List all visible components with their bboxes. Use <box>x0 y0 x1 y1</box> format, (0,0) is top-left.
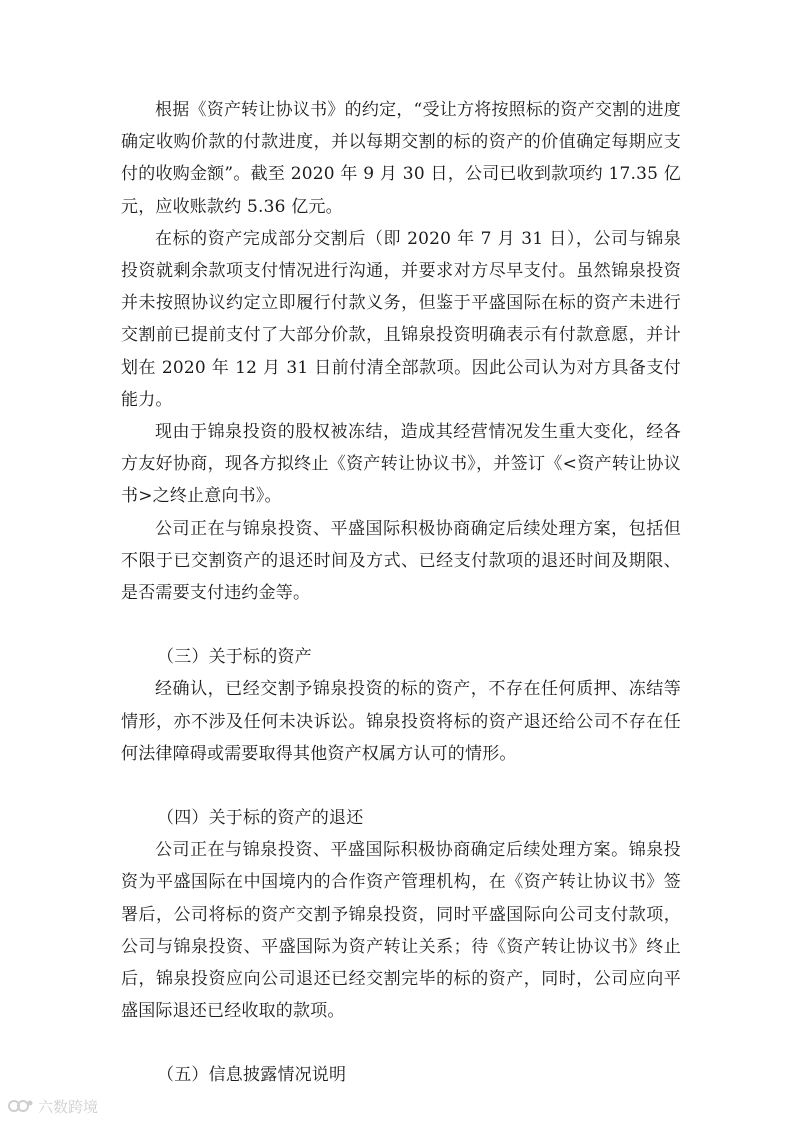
section-spacer <box>121 1027 681 1059</box>
paragraph-termination: 现由于锦泉投资的股权被冻结，造成其经营情况发生重大变化，经各方友好协商，现各方拟终止《资产转让协议书》，并签订《<资产转让协议书>之终止意向书》。 <box>121 422 681 507</box>
watermark <box>8 1096 98 1116</box>
section-heading-5: （五）信息披露情况说明 <box>157 1065 347 1086</box>
section-paragraph-3: 经确认，已经交割予锦泉投资的标的资产，不存在任何质押、冻结等情形，亦不涉及任何未决诉讼。锦泉投资将标的资产退还给公司不存在任何法律障碍或需要取得其他资产权属方认可的情形。 <box>121 679 681 764</box>
document-body <box>121 94 681 1092</box>
paragraph-payment-terms: 根据《资产转让协议书》的约定，“受让方将按照标的资产交割的进度确定收购价款的付款进度，并以每期交割的标的资产的价值确定每期应支付的收购金额”。截至 2020 年 9 月 30 日，公司已收到款项约 17.35 亿元，应收账款约 5.36 亿元。 <box>121 100 681 217</box>
paragraph-communication: 在标的资产完成部分交割后（即 2020 年 7 月 31 日），公司与锦泉投资就剩余款项支付情况进行沟通，并要求对方尽早支付。虽然锦泉投资并未按照协议约定立即履行付款义务，但鉴于平盛国际在标的资产未进行交割前已提前支付了大部分价款，且锦泉投资明确表示有付款意愿，并计划在 2020 年 12 月 31 日前付清全部款项。因此公司认为对方具备支付能力。 <box>121 228 681 410</box>
section-paragraph-4: 公司正在与锦泉投资、平盛国际积极协商确定后续处理方案。锦泉投资为平盛国际在中国境内的合作资产管理机构，在《资产转让协议书》签署后，公司将标的资产交割予锦泉投资，同时平盛国际向公司支付款项，公司与锦泉投资、平盛国际为资产转让关系；待《资产转让协议书》终止后，锦泉投资应向公司退还已经交割完毕的标的资产，同时，公司应向平盛国际退还已经收取的款项。 <box>121 840 681 1022</box>
section-spacer <box>121 770 681 802</box>
paragraph-negotiation: 公司正在与锦泉投资、平盛国际积极协商确定后续处理方案，包括但不限于已交割资产的退还时间及方式、已经支付款项的退还时间及期限、是否需要支付违约金等。 <box>121 518 681 604</box>
section-heading-3: （三）关于标的资产 <box>157 647 312 668</box>
watermark-text: 六数跨境 <box>38 1097 99 1116</box>
section-heading-4: （四）关于标的资产的退还 <box>157 808 364 829</box>
logo-mark-icon <box>8 1098 34 1114</box>
section-spacer <box>121 609 681 641</box>
